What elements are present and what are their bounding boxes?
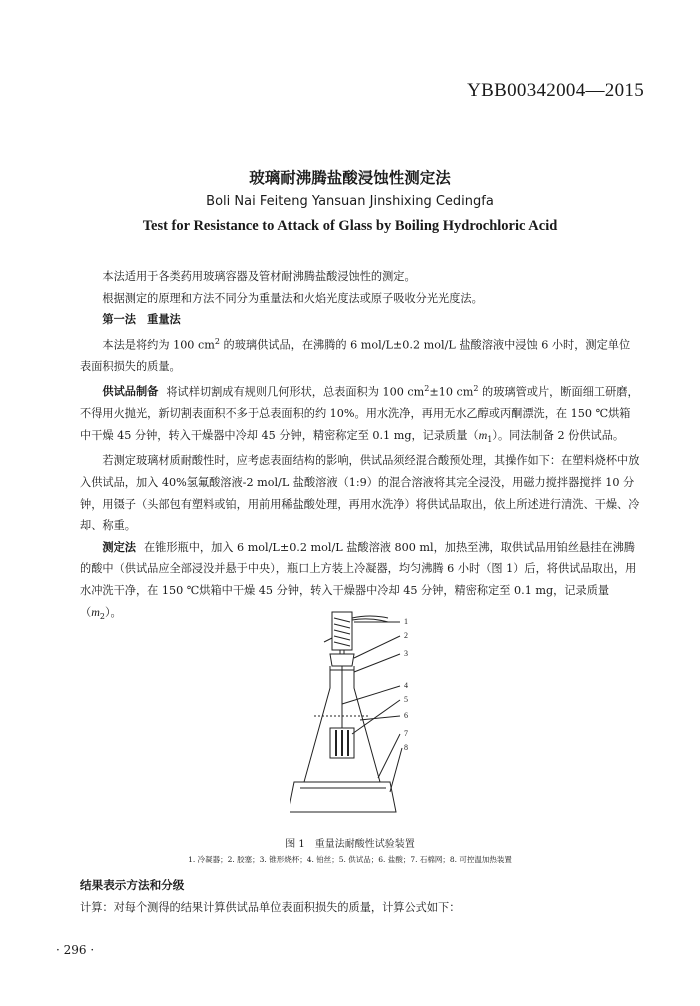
figure-caption: 图 1 重量法耐酸性试验装置 [285, 839, 415, 850]
body-text [80, 266, 640, 627]
callout-4: 4 [404, 681, 408, 690]
method1-paragraph: 本法是将约为 100 $cm^2$ 的玻璃供试品，在沸腾的 6 mol/L±0.2 mol/L 盐酸溶液中浸蚀 6 小时，测定单位表面积损失的质量。 [80, 336, 631, 374]
results-heading: 结果表示方法和分级 [80, 878, 185, 892]
figure-legend: 1. 冷凝器；2. 胶塞；3. 锥形烧杯；4. 铂丝；5. 供试品；6. 盐酸；7. 石棉网；8. 可控温加热装置 [188, 855, 512, 864]
calculation-paragraph: 计算：对每个测得的结果计算供试品单位表面积损失的质量，计算公式如下： [80, 901, 461, 914]
scope-paragraph: 本法适用于各类药用玻璃容器及管材耐沸腾盐酸浸蚀性的测定。 [102, 270, 416, 283]
callout-3: 3 [404, 649, 408, 658]
pretreatment-paragraph: 若测定玻璃材质耐酸性时，应考虑表面结构的影响，供试品须经混合酸预处理，其操作如下：在塑料烧杯中放入供试品，加入 40%氢氟酸溶液-2 mol/L 盐酸溶液（1:9）的混合溶液将其完全浸没，用磁力搅拌器搅拌 10 分钟，用镊子（头部包有塑料或铂，用前用稀盐酸处理，再用水洗净）将供试品取出，依上所述进行清洗、干燥、冷却、称重。 [80, 454, 640, 533]
assay-label: 测定法 [102, 540, 136, 554]
standard-code: YBB00342004—2015 [467, 80, 644, 101]
title-english: Test for Resistance to Attack of Glass by Boiling Hydrochloric Acid [142, 218, 558, 234]
preparation-paragraph: 供试品制备 将试样切割成有规则几何形状，总表面积为 100 $cm^2\pm 10$ $cm^2$ 的玻璃管或片，断面细工研磨，不得用火抛光，新切割表面积不多于总表面积的约 10%。用水洗净，再用无水乙醇或丙酮漂洗，在 150 ℃烘箱中干燥 45 分钟，转入干燥器中冷却 45 分钟，精密称定至 0.1 mg，记录质量$(m_1)$。同法制备 2 份供试品。 [80, 383, 639, 444]
method1-heading: 第一法 重量法 [102, 313, 181, 327]
callout-6: 6 [404, 711, 408, 720]
page-number: · 296 · [56, 943, 95, 957]
assay-paragraph: 测定法 在锥形瓶中，加入 6 mol/L±0.2 mol/L 盐酸溶液 800 ml，加热至沸，取供试品用铂丝悬挂在沸腾的酸中（供试品应全部浸没并悬于中央），瓶口上方装上冷凝器，均匀沸腾 6 小时（图 1）后，将供试品取出，用水冲洗干净，在 150 ℃烘箱中干燥 45 分钟，转入干燥器中冷却 45 分钟，精密称定至 0.1 mg，记录质量$(m_2)$。 [80, 540, 637, 621]
callout-5: 5 [404, 695, 408, 704]
apparatus-figure [290, 608, 430, 824]
callout-8: 8 [404, 743, 408, 752]
title-pinyin: Boli Nai Feiteng Yansuan Jinshixing Cedingfa [206, 194, 494, 209]
callout-1: 1 [404, 617, 408, 626]
callout-7: 7 [404, 729, 408, 738]
methods-paragraph: 根据测定的原理和方法不同分为重量法和火焰光度法或原子吸收分光光度法。 [102, 291, 483, 305]
title-chinese: 玻璃耐沸腾盐酸浸蚀性测定法 [249, 169, 451, 187]
callout-2: 2 [404, 631, 408, 640]
stopper-shape [330, 654, 354, 666]
preparation-label: 供试品制备 [102, 385, 159, 399]
